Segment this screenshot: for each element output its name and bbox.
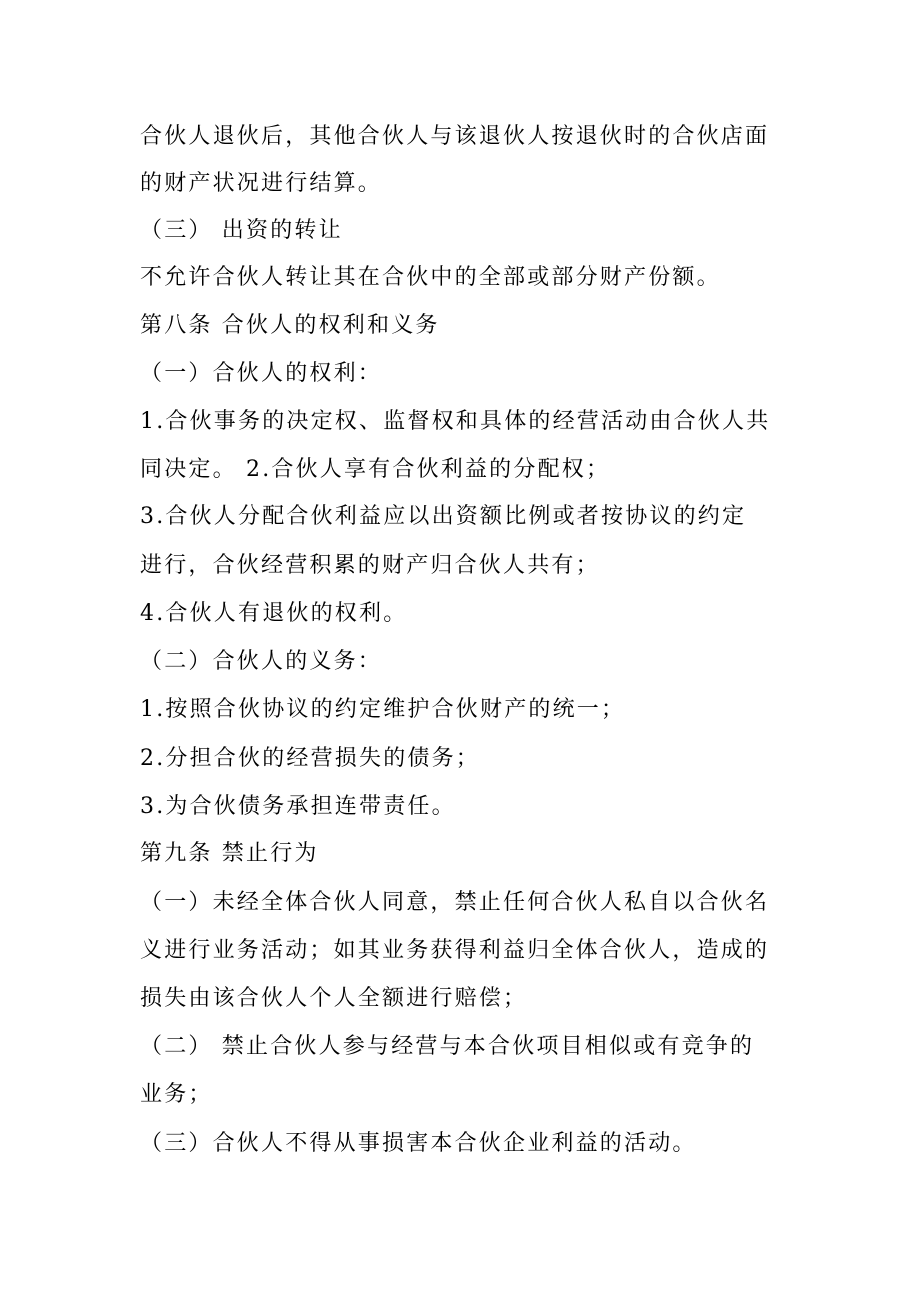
text-line: 的财产状况进行结算。	[140, 171, 383, 196]
text-line: 同决定。 2.合伙人享有合伙利益的分配权；	[140, 457, 611, 482]
text-line: 不允许合伙人转让其在合伙中的全部或部分财产份额。	[140, 265, 721, 290]
text-line: 进行，合伙经营积累的财产归合伙人共有；	[140, 553, 600, 578]
text-line: 损失由该合伙人个人全额进行赔偿；	[140, 986, 528, 1011]
text-line: （二） 禁止合伙人参与经营与本合伙项目相似或有竞争的	[140, 1034, 755, 1059]
text-line: （三）合伙人不得从事损害本合伙企业利益的活动。	[140, 1131, 697, 1156]
section-heading: （三） 出资的转让	[140, 218, 343, 243]
section-heading: （二）合伙人的义务：	[140, 649, 383, 674]
text-line: 3.合伙人分配合伙利益应以出资额比例或者按协议的约定	[140, 504, 747, 529]
text-line: 4.合伙人有退伙的权利。	[140, 601, 408, 626]
text-line: 2.分担合伙的经营损失的债务；	[140, 746, 480, 771]
section-heading: （一）合伙人的权利：	[140, 361, 383, 386]
text-line: 业务；	[140, 1082, 213, 1107]
text-line: 1.按照合伙协议的约定维护合伙财产的统一；	[140, 697, 626, 722]
text-line: 合伙人退伙后，其他合伙人与该退伙人按退伙时的合伙店面	[140, 124, 770, 149]
text-line: 义进行业务活动；如其业务获得利益归全体合伙人，造成的	[140, 938, 770, 963]
article-heading: 第八条 合伙人的权利和义务	[140, 313, 440, 338]
text-line: 1.合伙事务的决定权、监督权和具体的经营活动由合伙人共	[140, 409, 771, 434]
text-line: （一）未经全体合伙人同意，禁止任何合伙人私自以合伙名	[140, 890, 770, 915]
article-heading: 第九条 禁止行为	[140, 841, 319, 866]
text-line: 3.为合伙债务承担连带责任。	[140, 794, 456, 819]
